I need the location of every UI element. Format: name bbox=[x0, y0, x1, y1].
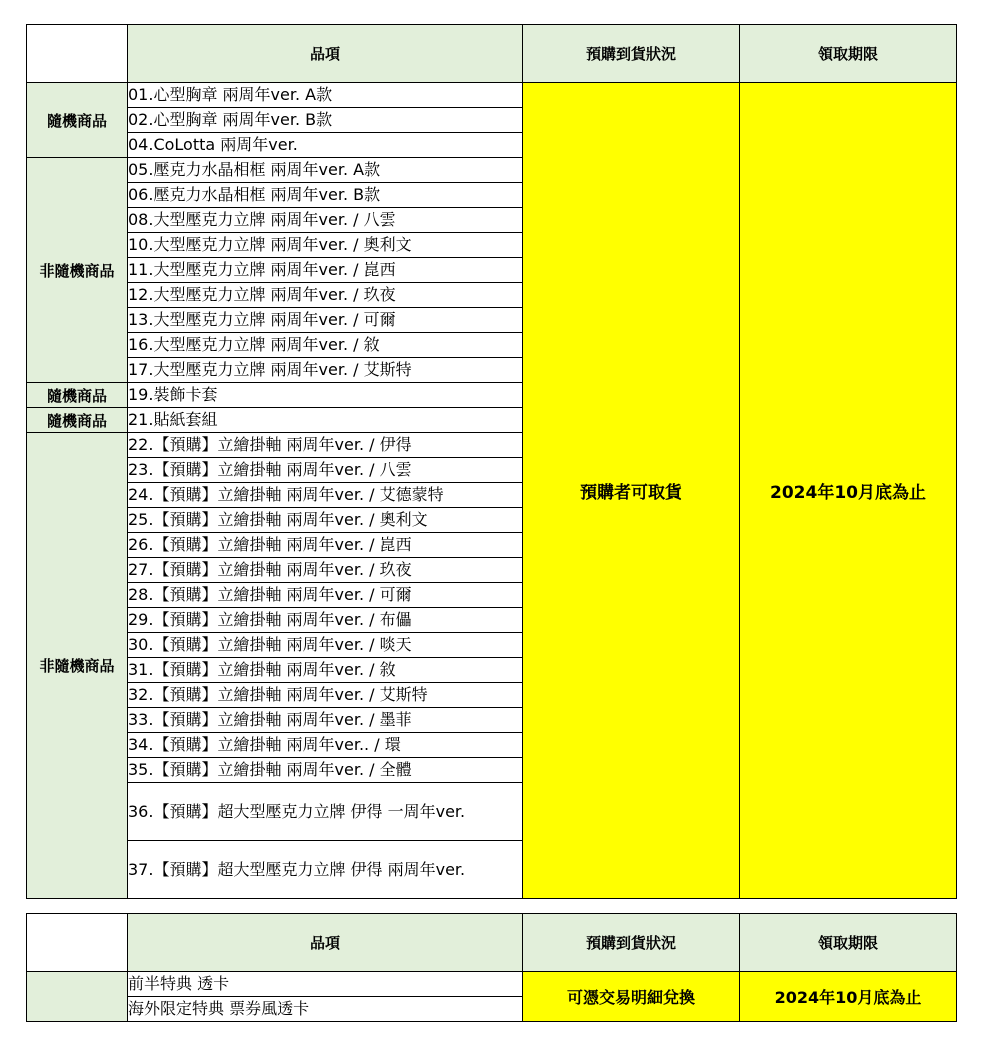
item-cell: 前半特典 透卡 bbox=[128, 972, 523, 997]
item-cell: 37.【預購】超大型壓克力立牌 伊得 兩周年ver. bbox=[128, 841, 523, 899]
item-cell: 33.【預購】立繪掛軸 兩周年ver. / 墨菲 bbox=[128, 708, 523, 733]
item-cell: 25.【預購】立繪掛軸 兩周年ver. / 奧利文 bbox=[128, 508, 523, 533]
header-item: 品項 bbox=[128, 25, 523, 83]
item-cell: 21.貼紙套組 bbox=[128, 408, 523, 433]
header-preorder-status: 預購到貨狀況 bbox=[523, 25, 740, 83]
category-cell: 隨機商品 bbox=[27, 383, 128, 408]
item-cell: 10.大型壓克力立牌 兩周年ver. / 奧利文 bbox=[128, 233, 523, 258]
item-cell: 27.【預購】立繪掛軸 兩周年ver. / 玖夜 bbox=[128, 558, 523, 583]
header-pickup-deadline: 領取期限 bbox=[740, 914, 957, 972]
item-cell: 24.【預購】立繪掛軸 兩周年ver. / 艾德蒙特 bbox=[128, 483, 523, 508]
category-cell bbox=[27, 972, 128, 1022]
pickup-table-bonus bbox=[26, 913, 957, 1022]
pickup-table-main bbox=[26, 24, 957, 899]
category-cell: 隨機商品 bbox=[27, 83, 128, 158]
item-cell: 12.大型壓克力立牌 兩周年ver. / 玖夜 bbox=[128, 283, 523, 308]
deadline-cell: 2024年10月底為止 bbox=[740, 83, 957, 899]
item-cell: 01.心型胸章 兩周年ver. A款 bbox=[128, 83, 523, 108]
item-cell: 海外限定特典 票券風透卡 bbox=[128, 997, 523, 1022]
item-cell: 19.裝飾卡套 bbox=[128, 383, 523, 408]
header-blank-cell bbox=[27, 914, 128, 972]
category-cell: 非隨機商品 bbox=[27, 158, 128, 383]
status-cell: 可憑交易明細兌換 bbox=[523, 972, 740, 1022]
item-cell: 11.大型壓克力立牌 兩周年ver. / 崑西 bbox=[128, 258, 523, 283]
item-cell: 06.壓克力水晶相框 兩周年ver. B款 bbox=[128, 183, 523, 208]
item-cell: 04.CoLotta 兩周年ver. bbox=[128, 133, 523, 158]
item-cell: 34.【預購】立繪掛軸 兩周年ver.. / 環 bbox=[128, 733, 523, 758]
item-cell: 08.大型壓克力立牌 兩周年ver. / 八雲 bbox=[128, 208, 523, 233]
header-item: 品項 bbox=[128, 914, 523, 972]
header-pickup-deadline: 領取期限 bbox=[740, 25, 957, 83]
header-row bbox=[27, 25, 957, 83]
category-cell: 隨機商品 bbox=[27, 408, 128, 433]
item-cell: 28.【預購】立繪掛軸 兩周年ver. / 可爾 bbox=[128, 583, 523, 608]
header-preorder-status: 預購到貨狀況 bbox=[523, 914, 740, 972]
item-cell: 26.【預購】立繪掛軸 兩周年ver. / 崑西 bbox=[128, 533, 523, 558]
deadline-cell: 2024年10月底為止 bbox=[740, 972, 957, 1022]
item-cell: 35.【預購】立繪掛軸 兩周年ver. / 全體 bbox=[128, 758, 523, 783]
item-cell: 22.【預購】立繪掛軸 兩周年ver. / 伊得 bbox=[128, 433, 523, 458]
item-cell: 23.【預購】立繪掛軸 兩周年ver. / 八雲 bbox=[128, 458, 523, 483]
item-cell: 16.大型壓克力立牌 兩周年ver. / 敘 bbox=[128, 333, 523, 358]
category-cell: 非隨機商品 bbox=[27, 433, 128, 899]
item-cell: 31.【預購】立繪掛軸 兩周年ver. / 敘 bbox=[128, 658, 523, 683]
item-cell: 05.壓克力水晶相框 兩周年ver. A款 bbox=[128, 158, 523, 183]
item-cell: 36.【預購】超大型壓克力立牌 伊得 一周年ver. bbox=[128, 783, 523, 841]
header-row bbox=[27, 914, 957, 972]
header-blank-cell bbox=[27, 25, 128, 83]
status-cell: 預購者可取貨 bbox=[523, 83, 740, 899]
item-cell: 17.大型壓克力立牌 兩周年ver. / 艾斯特 bbox=[128, 358, 523, 383]
table-row bbox=[27, 83, 957, 108]
table-row bbox=[27, 972, 957, 997]
item-cell: 32.【預購】立繪掛軸 兩周年ver. / 艾斯特 bbox=[128, 683, 523, 708]
item-cell: 02.心型胸章 兩周年ver. B款 bbox=[128, 108, 523, 133]
item-cell: 29.【預購】立繪掛軸 兩周年ver. / 布儡 bbox=[128, 608, 523, 633]
item-cell: 30.【預購】立繪掛軸 兩周年ver. / 啖天 bbox=[128, 633, 523, 658]
item-cell: 13.大型壓克力立牌 兩周年ver. / 可爾 bbox=[128, 308, 523, 333]
